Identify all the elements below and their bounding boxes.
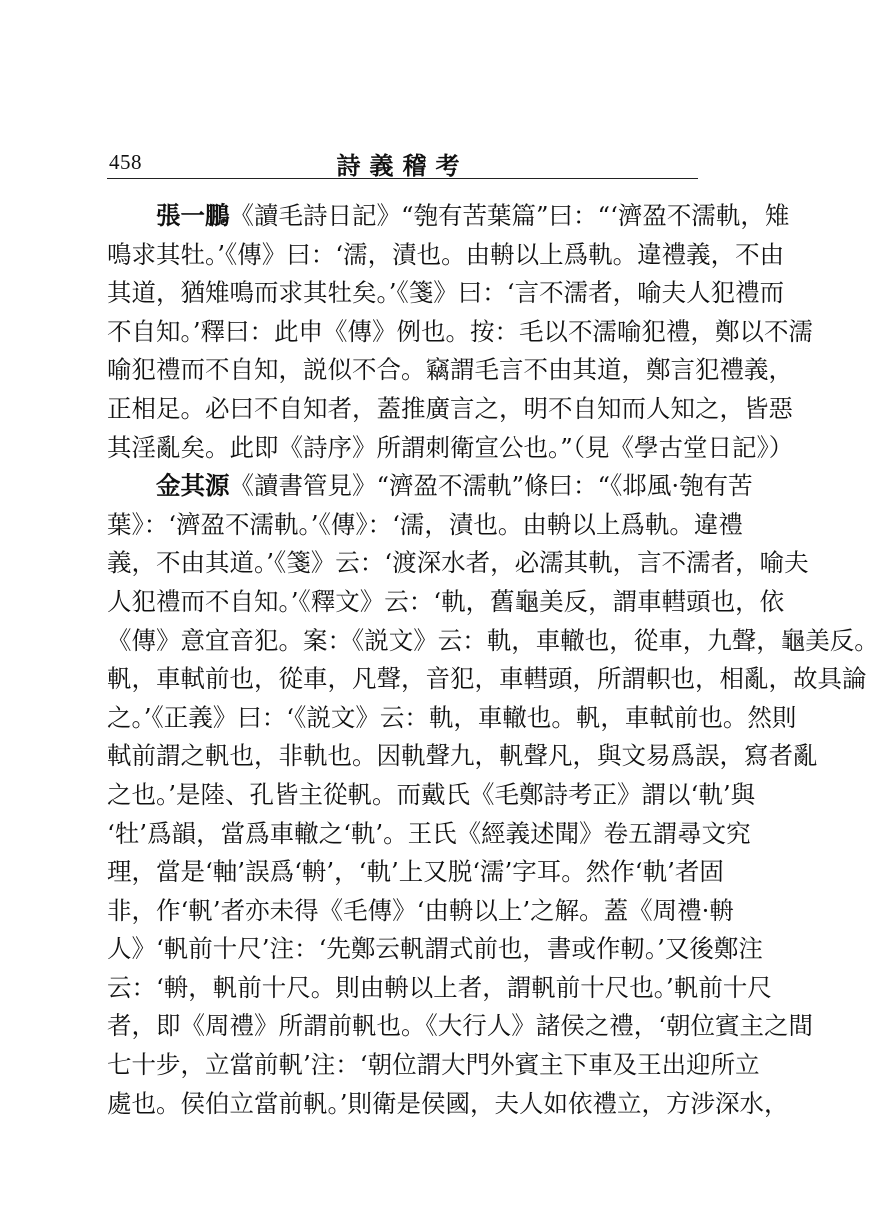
running-title: 詩義稽考 bbox=[336, 151, 469, 180]
text-line: 人》‘軓前十尺’注：‘先鄭云軓謂式前也，書或作軔。’又後鄭注 bbox=[107, 934, 763, 964]
paragraph-jin-qiyuan bbox=[107, 467, 879, 1123]
text-line: 之也。’是陸、孔皆主從軓。而戴氏《毛鄭詩考正》謂以‘軌’與 bbox=[107, 779, 756, 809]
author-name: 金其源 bbox=[156, 471, 230, 501]
text-line: ‘牡’爲韻，當爲車轍之‘軌’。王氏《經義述聞》卷五謂尋文究 bbox=[107, 818, 751, 848]
text-line: 云：‘輈，軓前十尺。則由輈以上者，謂軓前十尺也。’軓前十尺 bbox=[107, 972, 772, 1002]
text-line: 其淫亂矣。此即《詩序》所謂刺衛宣公也。”（見《學古堂日記》） bbox=[107, 432, 794, 462]
text-line: 《讀毛詩日記》“匏有苦葉篇”曰：“‘濟盈不濡軌，雉 bbox=[229, 201, 790, 230]
text-line: 者，即《周禮》所謂前軓也。《大行人》諸侯之禮，‘朝位賓主之間 bbox=[107, 1011, 814, 1041]
text-line: 其道，猶雉鳴而求其牡矣。’《箋》曰：‘言不濡者，喻夫人犯禮而 bbox=[107, 278, 785, 308]
text-line: 非，作‘軓’者亦未得《毛傳》‘由輈以上’之解。蓋《周禮·輈 bbox=[107, 895, 734, 925]
text-line: 葉》：‘濟盈不濡軌。’《傳》：‘濡，漬也。由輈以上爲軌。違禮 bbox=[107, 509, 743, 539]
page-body bbox=[107, 197, 879, 1123]
text-line: 正相足。必曰不自知者，蓋推廣言之，明不自知而人知之，皆惡 bbox=[107, 393, 793, 423]
page-number: 458 bbox=[109, 150, 142, 174]
page-header bbox=[107, 140, 698, 179]
text-line: 軾前謂之軓也，非軌也。因軌聲九，軓聲凡，與文易爲誤，寫者亂 bbox=[107, 741, 818, 771]
text-line: 軓，車軾前也，從車，凡聲，音犯，車轊頭，所謂軹也，相亂，故具論 bbox=[107, 664, 867, 694]
author-name: 張一鵬 bbox=[156, 201, 230, 230]
text-line: 喻犯禮而不自知，説似不合。竊謂毛言不由其道，鄭言犯禮義， bbox=[107, 355, 793, 385]
text-line: 之。’《正義》曰：‘《説文》云：軌，車轍也。軓，車軾前也。然則 bbox=[107, 702, 797, 732]
text-line: 《讀書管見》“濟盈不濡軌”條曰：“《邶風·匏有苦 bbox=[229, 471, 753, 501]
text-line: 《傳》意宜音犯。案：《説文》云：軌，車轍也，從車，九聲，龜美反。 bbox=[107, 625, 879, 655]
text-line: 七十步，立當前軓’注：‘朝位謂大門外賓主下車及王出迎所立 bbox=[107, 1050, 760, 1080]
text-line: 義，不由其道。’《箋》云：‘渡深水者，必濡其軌，言不濡者，喻夫 bbox=[107, 548, 809, 578]
text-line: 人犯禮而不自知。’《釋文》云：‘軌，舊龜美反，謂車轊頭也，依 bbox=[107, 586, 785, 616]
paragraph-first-line bbox=[107, 197, 790, 236]
text-line: 鳴求其牡。’《傳》曰：‘濡，漬也。由輈以上爲軌。違禮義，不由 bbox=[107, 239, 785, 269]
paragraph-first-line bbox=[107, 467, 753, 506]
text-line: 不自知。’釋曰：此申《傳》例也。按：毛以不濡喻犯禮，鄭以不濡 bbox=[107, 316, 814, 346]
text-line: 處也。侯伯立當前軓。’則衛是侯國，夫人如依禮立，方涉深水， bbox=[107, 1088, 789, 1118]
paragraph-zhang-yipeng bbox=[107, 197, 814, 467]
text-line: 理，當是‘軸’誤爲‘輈’，‘軌’上又脱‘濡’字耳。然作‘軌’者固 bbox=[107, 857, 724, 887]
